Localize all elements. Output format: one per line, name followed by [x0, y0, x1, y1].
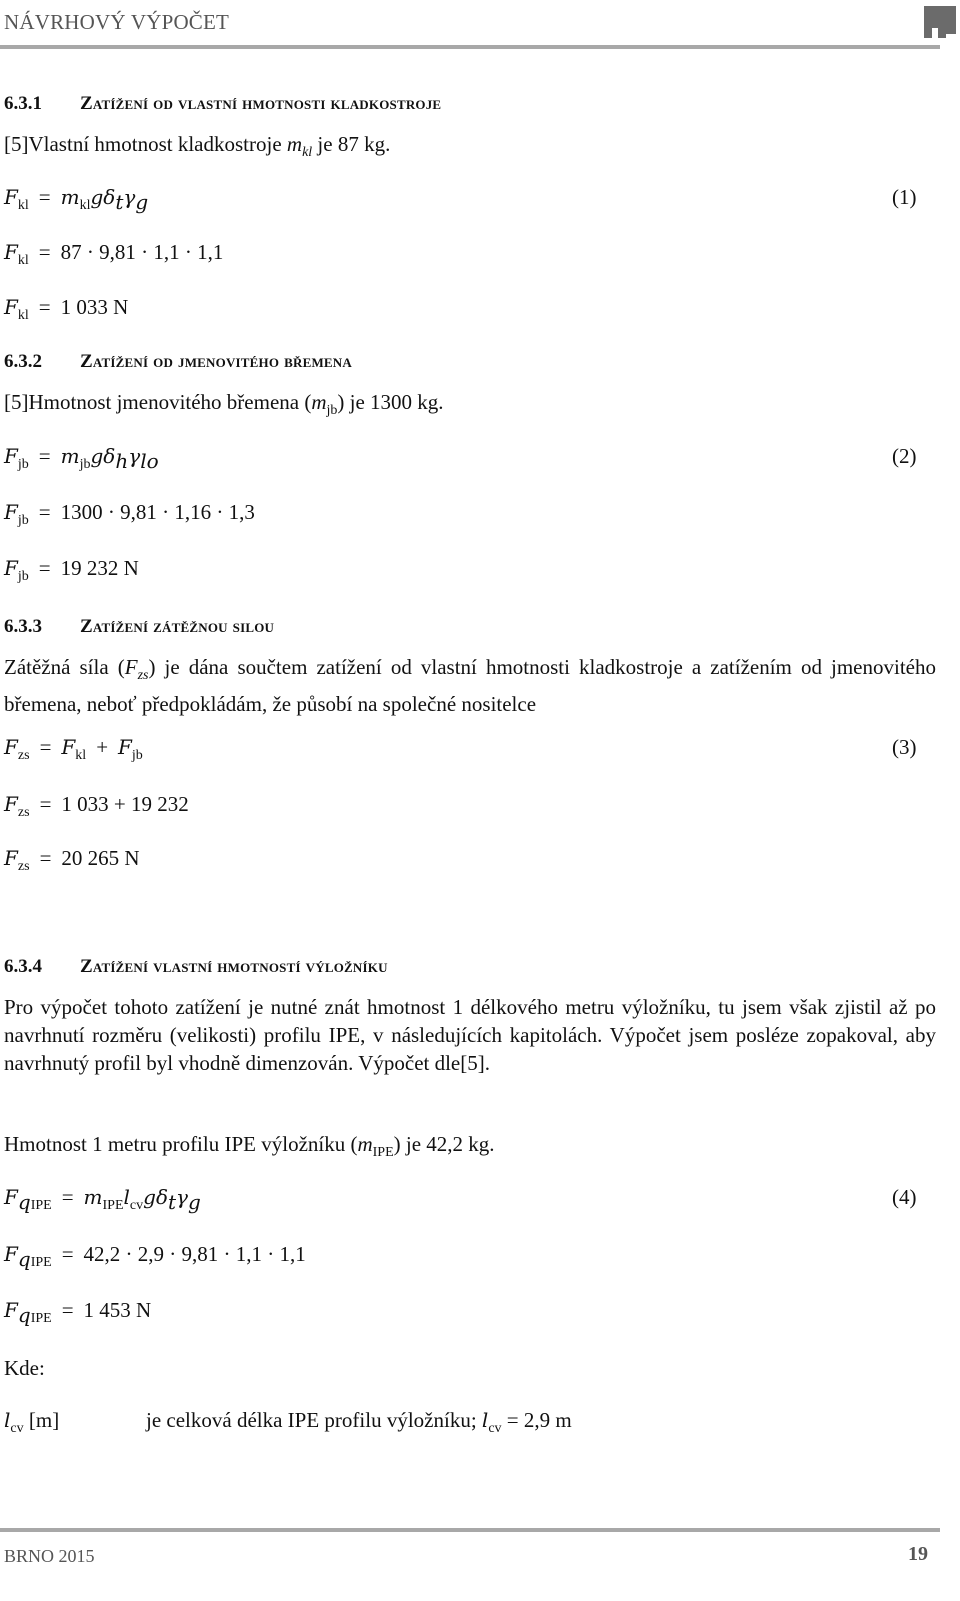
section-number: 6.3.3 [4, 616, 42, 637]
footer-location-year: BRNO 2015 [4, 1546, 95, 1566]
section-title: Zatížení vlastní hmotností výložníku [80, 956, 388, 977]
section-text: Hmotnost 1 metru profilu IPE výložníku $(m_{IPE})$ je 42,2 kg. [4, 1132, 495, 1161]
equation-number: (3) [892, 735, 917, 759]
logo-icon [924, 2, 956, 38]
section-number: 6.3.2 [4, 351, 42, 372]
formula-substitution: $F_{qIPE} = 42,2 \cdot 2,9 \cdot 9,81 \cdot 1,1 \cdot 1,1$ [4, 1242, 306, 1272]
section-paragraph: Pro výpočet tohoto zatížení je nutné znát hmotnost 1 délkového metru výložníku, tu jsem však zjistil až po navrhnutí rozměru (velikosti) profilu IPE, v následujících kapitolách. Výpočet jsem posléze zopakoval, aby navrhnutý profil byl vhodně dimenzován. Výpočet dle[5]. [4, 995, 936, 1075]
formula-substitution: $F_{zs} = 1$ 033 + 19 232 [4, 792, 189, 821]
formula-result: $F_{jb} = 19$ 232 N [4, 556, 139, 585]
page-number: 19 [908, 1543, 928, 1565]
section-heading-1 [4, 93, 441, 115]
section-heading-2 [4, 351, 352, 373]
equation-number: (2) [892, 444, 917, 468]
section-text: [5]Vlastní hmotnost kladkostroje $m_{kl}$ je 87 kg. [4, 132, 391, 161]
formula-result: $F_{zs} = 20$ 265 N [4, 846, 140, 875]
footer-divider [0, 1528, 940, 1532]
formula: $F_{jb} = m_{jb}g\delta_h\gamma_{lo}$ [4, 444, 159, 474]
where-label: Kde: [4, 1356, 45, 1380]
formula-result: $F_{qIPE} = 1$ 453 N [4, 1298, 152, 1328]
section-heading-4 [4, 956, 388, 978]
definition-text: je celková délka IPE profilu výložníku; $l_{cv} = 2,9$ m [146, 1408, 572, 1437]
formula: $F_{zs} = F_{kl} + F_{jb}$ [4, 735, 143, 764]
section-text: [5]Hmotnost jmenovitého břemena $(m_{jb})$ je 1300 kg. [4, 390, 444, 419]
formula: $F_{qIPE} = m_{IPE}l_{cv}g\delta_t\gamma_g$ [4, 1185, 201, 1215]
formula-substitution: $F_{kl} = 87 \cdot 9,81 \cdot 1,1 \cdot 1,1$ [4, 240, 224, 269]
running-header: NÁVRHOVÝ VÝPOČET [4, 10, 230, 34]
section-heading-3 [4, 616, 274, 638]
equation-number: (1) [892, 185, 917, 209]
header-divider [0, 45, 940, 49]
formula-result: $F_{kl} = 1$ 033 N [4, 295, 129, 324]
section-title: Zatížení od jmenovitého břemena [80, 351, 352, 372]
section-title: Zatížení zátěžnou silou [80, 616, 275, 637]
section-title: Zatížení od vlastní hmotnosti kladkostroje [80, 93, 442, 114]
formula: $F_{kl} = m_{kl}g\delta_t\gamma_g$ [4, 185, 149, 215]
section-number: 6.3.4 [4, 956, 42, 977]
formula-substitution: $F_{jb} = 1300 \cdot 9,81 \cdot 1,16 \cdot 1,3$ [4, 500, 255, 529]
section-text: Zátěžná síla $(F_{zs})$ je dána součtem zatížení od vlastní hmotnosti kladkostroje a zatížením od jmenovitého břemena, neboť předpokládám, že působí na společné nositelce [4, 655, 936, 717]
equation-number: (4) [892, 1185, 917, 1209]
definition-symbol: $l_{cv}$ [m] [4, 1408, 60, 1437]
section-number: 6.3.1 [4, 93, 42, 114]
